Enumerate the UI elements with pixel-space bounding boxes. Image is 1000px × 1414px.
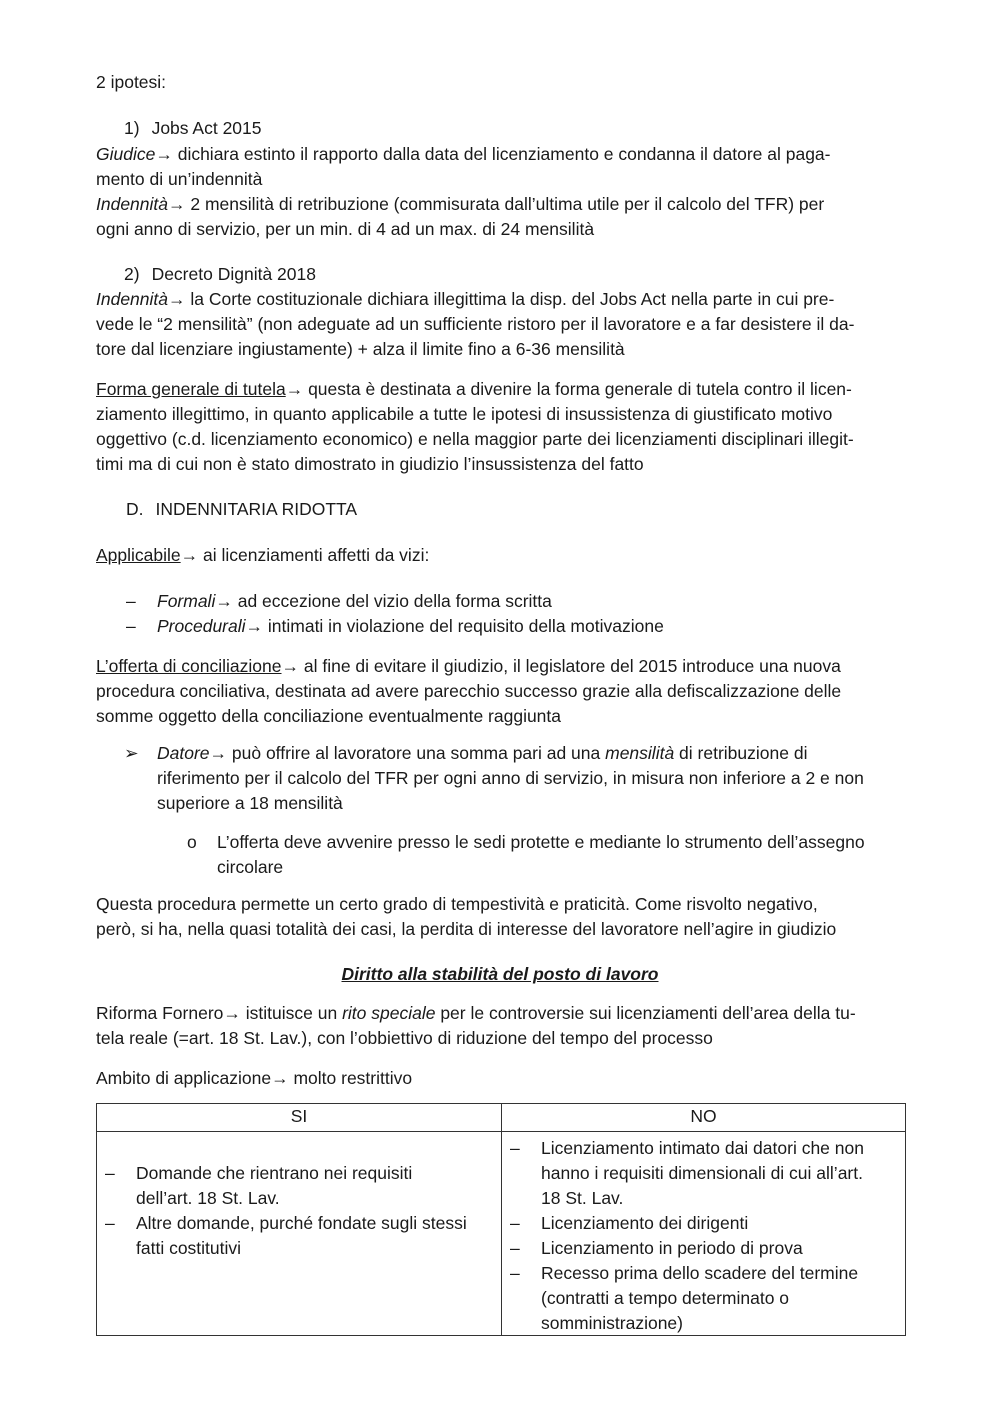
datore-line-2: riferimento per il calcolo del TFR per ogni anno di servizio, in misura non inferiore a 2 e non: [157, 768, 864, 788]
arrow-bullet-icon: ➢: [124, 743, 139, 763]
list-item-formali: –: [126, 591, 136, 611]
circle-bullet-icon: o: [187, 832, 197, 852]
si-item-1-line-2: dell’art. 18 St. Lav.: [136, 1188, 280, 1208]
dash-bullet: –: [510, 1213, 520, 1233]
no-item-4-line-1: Recesso prima dello scadere del termine: [541, 1263, 859, 1283]
si-item-2-line-1: Altre domande, purché fondate sugli stessi: [136, 1213, 467, 1233]
table-cell-no: [502, 1132, 906, 1336]
giudice-line-1: Giudice→ dichiara estinto il rapporto dalla data del licenziamento e condanna il datore al paga-: [96, 144, 831, 164]
sub-bullet-line-1: L’offerta deve avvenire presso le sedi protette e mediante lo strumento dell’assegno: [217, 832, 865, 852]
heading-decreto-dignita: 2) Decreto Dignità 2018: [124, 264, 316, 284]
datore-line-3: superiore a 18 mensilità: [157, 793, 343, 813]
no-item-4-line-2: (contratti a tempo determinato o: [541, 1288, 790, 1308]
forma-line-4: timi ma di cui non è stato dimostrato in giudizio l’insussistenza del fatto: [96, 454, 644, 474]
indennita-1-line-1: Indennità→ 2 mensilità di retribuzione (commisurata dall’ultima utile per il calcolo del TFR) per: [96, 194, 825, 214]
offerta-line-2: procedura conciliativa, destinata ad avere parecchio successo grazie alla defiscalizzazione delle: [96, 681, 842, 701]
riforma-line-2: tela reale (=art. 18 St. Lav.), con l’obbiettivo di riduzione del tempo del processo: [96, 1028, 713, 1048]
indennita-2-line-1: Indennità→ la Corte costituzionale dichiara illegittima la disp. del Jobs Act nella parte in cui pre-: [96, 289, 835, 309]
offerta-line-3: somme oggetto della conciliazione eventualmente raggiunta: [96, 706, 562, 726]
heading-indennitaria-ridotta: D. INDENNITARIA RIDOTTA: [126, 499, 358, 519]
si-item-2-line-2: fatti costitutivi: [136, 1238, 242, 1258]
si-item-1-line-1: Domande che rientrano nei requisiti: [136, 1163, 413, 1183]
no-item-4-line-3: somministrazione): [541, 1313, 683, 1333]
indennita-2-line-2: vede le “2 mensilità” (non adeguate ad un sufficiente ristoro per il lavoratore e a far desistere il da-: [96, 314, 855, 334]
questa-line-2: però, si ha, nella quasi totalità dei casi, la perdita di interesse del lavoratore nell’agire in giudizio: [96, 919, 837, 939]
sub-bullet-line-2: circolare: [217, 857, 284, 877]
no-item-3: Licenziamento in periodo di prova: [541, 1238, 803, 1258]
intro-line: 2 ipotesi:: [96, 72, 167, 92]
giudice-line-2: mento di un’indennità: [96, 169, 263, 189]
ambito-table: [96, 1103, 906, 1336]
forma-line-1: Forma generale di tutela→ questa è destinata a divenire la forma generale di tutela contro il licen-: [96, 379, 852, 399]
indennita-2-line-3: tore dal licenziare ingiustamente) + alza il limite fino a 6-36 mensilità: [96, 339, 625, 359]
riforma-line-1: Riforma Fornero→ istituisce un rito speciale per le controversie sui licenziamenti dell’area della tu-: [96, 1003, 856, 1023]
table-cell-si: [97, 1132, 502, 1336]
table-header-si: SI: [97, 1104, 502, 1132]
dash-bullet: –: [510, 1138, 520, 1158]
forma-line-2: ziamento illegittimo, in quanto applicabile a tutte le ipotesi di insussistenza di giustificato motivo: [96, 404, 833, 424]
offerta-line-1: L’offerta di conciliazione→ al fine di evitare il giudizio, il legislatore del 2015 introduce una nuova: [96, 656, 841, 676]
forma-line-3: oggettivo (c.d. licenziamento economico) e nella maggior parte dei licenziamenti disciplinari illegit-: [96, 429, 854, 449]
list-item-formali-text: Formali→ ad eccezione del vizio della forma scritta: [157, 591, 552, 611]
no-item-2: Licenziamento dei dirigenti: [541, 1213, 749, 1233]
ambito-line: Ambito di applicazione→ molto restrittivo: [96, 1068, 413, 1088]
list-item-procedurali-text: Procedurali→ intimati in violazione del requisito della motivazione: [157, 616, 664, 636]
no-item-1-line-2: hanno i requisiti dimensionali di cui all’art.: [541, 1163, 863, 1183]
list-item-procedurali: –: [126, 616, 136, 636]
dash-bullet: –: [510, 1263, 520, 1283]
heading-jobs-act: 1) Jobs Act 2015: [124, 118, 262, 138]
table-header-no: NO: [502, 1104, 906, 1132]
datore-line-1: Datore→ può offrire al lavoratore una somma pari ad una mensilità di retribuzione di: [157, 743, 808, 763]
questa-line-1: Questa procedura permette un certo grado di tempestività e praticità. Come risvolto negativo,: [96, 894, 818, 914]
dash-bullet: –: [510, 1238, 520, 1258]
section-title: Diritto alla stabilità del posto di lavoro: [341, 964, 659, 984]
no-item-1-line-1: Licenziamento intimato dai datori che non: [541, 1138, 864, 1158]
no-item-1-line-3: 18 St. Lav.: [541, 1188, 624, 1208]
applicabile-line: Applicabile→ ai licenziamenti affetti da vizi:: [96, 545, 430, 565]
indennita-1-line-2: ogni anno di servizio, per un min. di 4 ad un max. di 24 mensilità: [96, 219, 595, 239]
dash-bullet: –: [105, 1213, 115, 1233]
dash-bullet: –: [105, 1163, 115, 1183]
